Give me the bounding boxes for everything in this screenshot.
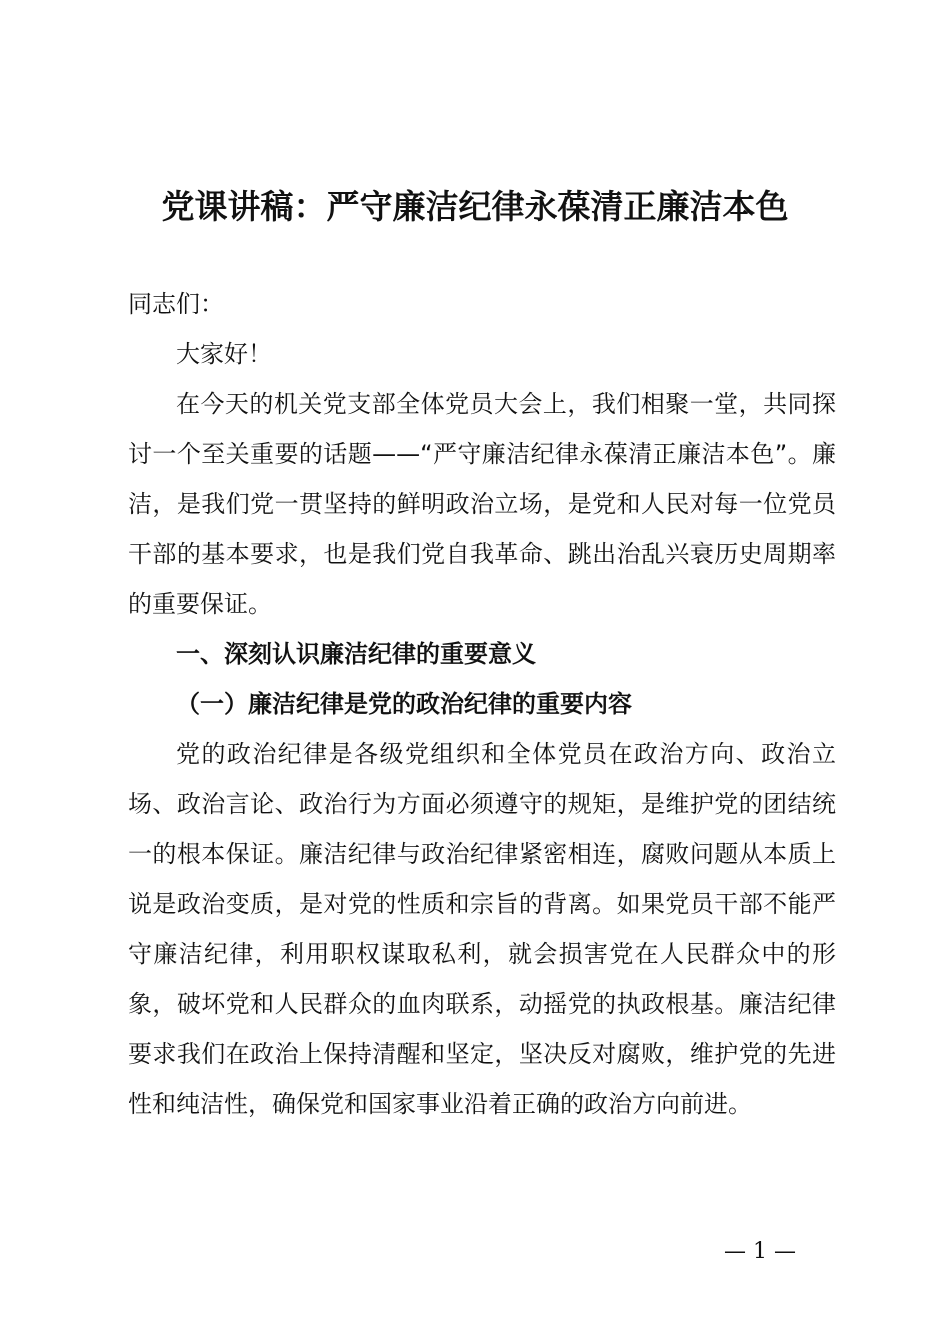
page-number: — 1 —	[724, 1239, 796, 1264]
document-body	[128, 279, 836, 1129]
intro-paragraph: 在今天的机关党支部全体党员大会上，我们相聚一堂，共同探讨一个至关重要的话题——“严守廉洁纪律永葆清正廉洁本色”。廉洁，是我们党一贯坚持的鲜明政治立场，是党和人民对每一位党员干部的基本要求，也是我们党自我革命、跳出治乱兴衰历史周期率的重要保证。	[128, 390, 836, 618]
section-heading: 一、深刻认识廉洁纪律的重要意义	[176, 640, 536, 668]
subsection-heading: （一）廉洁纪律是党的政治纪律的重要内容	[176, 690, 632, 718]
greeting: 大家好！	[176, 340, 272, 368]
document-title: 党课讲稿：严守廉洁纪律永葆清正廉洁本色	[161, 187, 789, 226]
subsection-paragraph: 党的政治纪律是各级党组织和全体党员在政治方向、政治立场、政治言论、政治行为方面必须遵守的规矩，是维护党的团结统一的根本保证。廉洁纪律与政治纪律紧密相连，腐败问题从本质上说是政治变质，是对党的性质和宗旨的背离。如果党员干部不能严守廉洁纪律，利用职权谋取私利，就会损害党在人民群众中的形象，破坏党和人民群众的血肉联系，动摇党的执政根基。廉洁纪律要求我们在政治上保持清醒和坚定，坚决反对腐败，维护党的先进性和纯洁性，确保党和国家事业沿着正确的政治方向前进。	[128, 740, 836, 1118]
salutation: 同志们：	[128, 290, 224, 318]
